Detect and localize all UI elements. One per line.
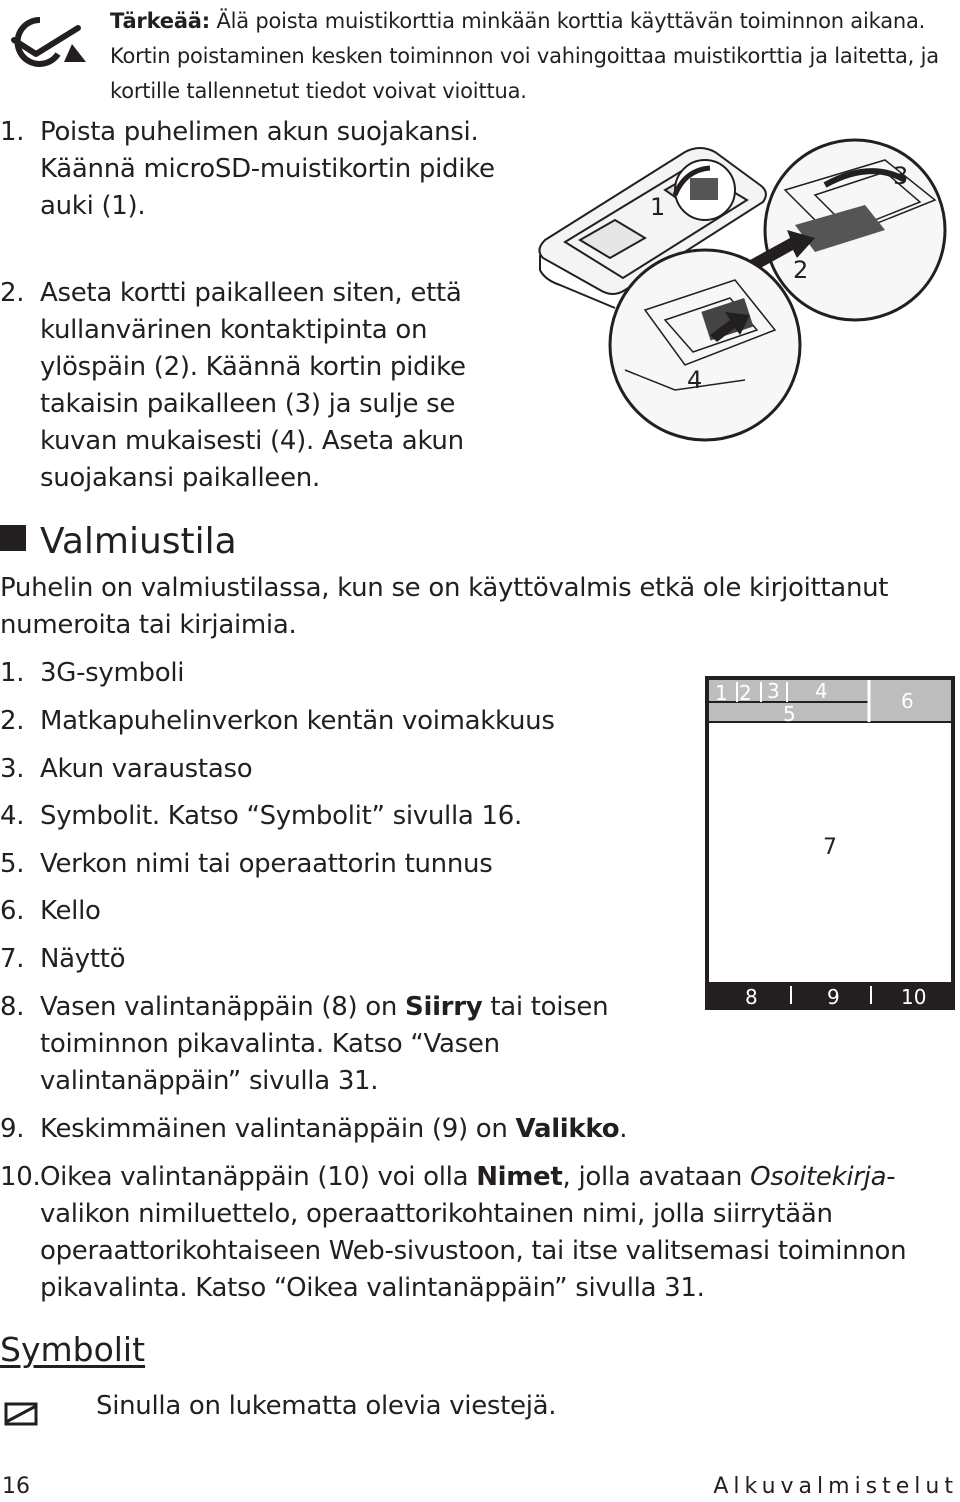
symbol-description: Sinulla on lukematta olevia viestejä. [96, 1391, 557, 1421]
callout-3: 3 [893, 162, 909, 190]
list-item-3: 3. Akun varaustaso [0, 754, 253, 784]
list-item-9: 9. Keskimmäinen valintanäppäin (9) on Valikko. [0, 1114, 628, 1144]
screen-label-2: 2 [739, 681, 752, 705]
step-1-text: Poista puhelimen akun suojakansi. Käännä microSD-muistikortin pidike auki (1). [40, 117, 495, 221]
list-item-8: 8. Vasen valintanäppäin (8) on Siirry tai toisen toiminnon pikavalinta. Katso “Vasen valintanäppäin” sivulla 31. [0, 992, 609, 1096]
step-1: 1. Poista puhelimen akun suojakansi. Käännä microSD-muistikortin pidike auki (1). [0, 114, 500, 225]
screen-label-6: 6 [901, 689, 914, 713]
screen-label-3: 3 [767, 679, 780, 703]
list-item-2: 2. Matkapuhelinverkon kentän voimakkuus [0, 706, 555, 736]
callout-1: 1 [650, 193, 666, 221]
list-item-10: 10. Oikea valintanäppäin (10) voi olla Nimet, jolla avataan Osoitekirja-valikon nimiluettelo, operaattorikohtainen nimi, jolla siirrytään operaattorikohtaiseen Web-sivustoon, tai itse valitsemasi toiminnon pikavalinta. Katso “Oikea valintanäppäin” sivulla 31. [0, 1162, 907, 1303]
step-2: 2. Aseta kortti paikalleen siten, että kullanvärinen kontaktipinta on ylöspäin (2). Käännä kortin pidike takaisin paikalleen (3) ja sulje se kuvan mukaisesti (4). Aseta akun suojakansi paikalleen. [0, 275, 520, 497]
standby-screen-diagram [705, 676, 955, 1010]
memory-card-illustration [525, 130, 955, 450]
section-intro: Puhelin on valmiustilassa, kun se on käyttövalmis etkä ole kirjoittanut numeroita tai kirjaimia. [0, 573, 889, 640]
list-item-4: 4. Symbolit. Katso “Symbolit” sivulla 16. [0, 801, 522, 831]
screen-label-7: 7 [823, 835, 837, 860]
list-item-1: 1. 3G-symboli [0, 658, 185, 688]
list-item-6: 6. Kello [0, 896, 101, 926]
screen-label-5: 5 [783, 702, 796, 726]
important-label: Tärkeää: [110, 9, 210, 33]
screen-label-10: 10 [901, 985, 927, 1009]
step-2-text: Aseta kortti paikalleen siten, että kullanvärinen kontaktipinta on ylöspäin (2). Käännä kortin pidike takaisin paikalleen (3) ja sulje se kuvan mukaisesti (4). Aseta akun suojakansi paikalleen. [40, 278, 466, 493]
important-text: Älä poista muistikorttia minkään korttia käyttävän toiminnon aikana. Kortin poistaminen kesken toiminnon voi vahingoittaa muistikorttia ja laitetta, ja kortille tallennetut tiedot voivat vioittua. [110, 9, 939, 103]
section-title: Valmiustila [40, 521, 237, 562]
screen-label-9: 9 [827, 985, 840, 1009]
list-item-7: 7. Näyttö [0, 944, 126, 974]
page-number: 16 [2, 1474, 30, 1499]
envelope-icon [4, 1402, 38, 1426]
important-note [110, 4, 960, 109]
screen-label-4: 4 [815, 679, 828, 703]
screen-label-8: 8 [745, 985, 758, 1009]
symbols-title: Symbolit [0, 1330, 146, 1369]
chapter-name: Alkuvalmistelut [713, 1474, 958, 1499]
heading-square-icon [0, 525, 26, 551]
important-icon [6, 14, 86, 70]
list-item-5: 5. Verkon nimi tai operaattorin tunnus [0, 849, 493, 879]
screen-label-1: 1 [715, 681, 728, 705]
callout-2: 2 [793, 256, 809, 284]
section-heading [0, 520, 237, 564]
callout-4: 4 [687, 366, 703, 394]
